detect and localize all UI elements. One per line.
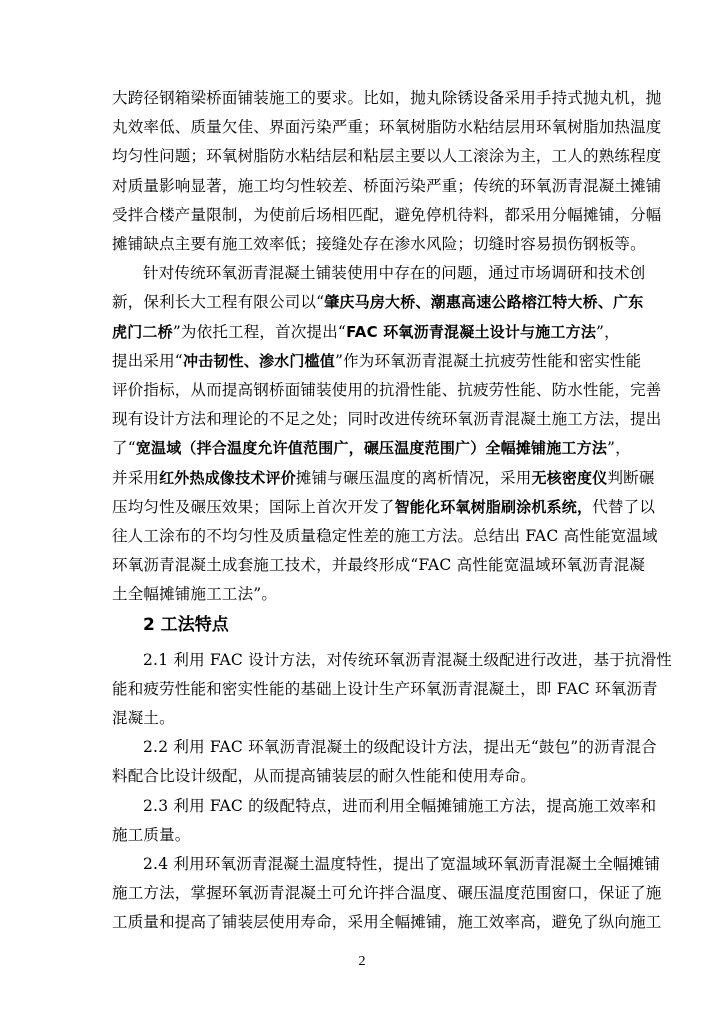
text-line: 2.2 利用 FAC 环氧沥青混凝土的级配设计方法，提出无“鼓包”的沥青混合	[143, 738, 657, 757]
text-line: 均匀性问题；环氧树脂防水粘结层和粘层主要以人工滚涂为主，工人的熟练程度	[112, 147, 662, 166]
text-span: 提出采用“	[112, 351, 183, 370]
bold-brushing-system: 智能化环氧树脂刷涂机系统，	[394, 497, 593, 516]
text-line	[112, 434, 631, 463]
text-line	[112, 288, 644, 317]
bold-project-names: 肇庆马房大桥、潮惠高速公路榕江特大桥、广东	[324, 293, 644, 312]
text-line: 2.1 利用 FAC 设计方法，对传统环氧沥青混凝土级配进行改进，基于抗滑性	[143, 650, 672, 669]
text-line: 大跨径钢箱梁桥面铺装施工的要求。比如，抛丸除锈设备采用手持式抛丸机，抛	[112, 89, 662, 107]
text-line: 针对传统环氧沥青混凝土铺装使用中存在的问题，通过市场调研和技术创	[143, 264, 646, 283]
text-line: 混凝土。	[112, 709, 175, 728]
item-2-2	[112, 733, 657, 791]
text-line	[112, 318, 620, 347]
text-span: 了“	[112, 439, 136, 458]
text-line: 丸效率低、质量欠佳、界面污染严重；环氧树脂防水粘结层用环氧树脂加热温度	[112, 118, 662, 137]
text-span: 代替了以	[592, 497, 656, 516]
text-line: 环氧沥青混凝土成套施工技术，并最终形成“FAC 高性能宽温域环氧沥青混凝	[112, 556, 646, 575]
page-number: 2	[358, 954, 366, 969]
text-line: 施工质量。	[112, 825, 191, 844]
text-span: ”，	[607, 439, 631, 458]
text-line: 现有设计方法和理论的不足之处；同时改进传统环氧沥青混凝土施工方法，提出	[112, 410, 662, 429]
text-line: 摊铺缺点主要有施工效率低；接缝处存在渗水风险；切缝时容易损伤钢板等。	[112, 235, 646, 254]
intro-paragraph	[112, 84, 662, 259]
text-line: 2.3 利用 FAC 的级配特点，进而利用全幅摊铺施工方法，提高施工效率和	[143, 796, 657, 815]
text-line: 工质量和提高了铺装层使用寿命，采用全幅摊铺，施工效率高，避免了纵向施工	[112, 913, 662, 932]
text-span: 并采用	[112, 468, 160, 487]
document-page	[112, 84, 672, 938]
text-line: 受拌合楼产量限制，为使前后场相匹配，避免停机待料，都采用分幅摊铺，分幅	[112, 205, 662, 224]
text-line	[112, 347, 642, 376]
bold-indicators: 冲击韧性、渗水门槛值	[182, 351, 335, 370]
bold-construction-method: 宽温域（拌合温度允许值范围广，碾压温度范围广）全幅摊铺施工方法	[135, 439, 608, 458]
text-line	[112, 464, 655, 493]
text-line: 施工方法，掌握环氧沥青混凝土可允许拌合温度、碾压温度范围窗口，保证了施	[112, 884, 662, 903]
item-2-3	[112, 792, 657, 850]
text-span: 判断碾	[607, 468, 655, 487]
bold-nuclear-free-gauge: 无核密度仪	[531, 468, 608, 487]
text-line	[112, 493, 656, 522]
text-span: ”为依托工程，首次提出“	[172, 322, 347, 341]
text-span: 压均匀性及碾压效果；国际上首次开发了	[112, 497, 395, 516]
text-line: 料配合比设计级配，从而提高铺装层的耐久性能和使用寿命。	[112, 767, 536, 786]
text-line: 2.4 利用环氧沥青混凝土温度特性，提出了宽温域环氧沥青混凝土全幅摊铺	[143, 855, 661, 874]
item-2-1	[112, 646, 672, 734]
text-line: 对质量影响显著，施工均匀性较差、桥面污染严重；传统的环氧沥青混凝土摊铺	[112, 176, 662, 195]
background-paragraph	[112, 259, 662, 609]
text-line: 评价指标，从而提高钢桥面铺装使用的抗滑性能、抗疲劳性能、防水性能，完善	[112, 381, 662, 400]
text-line: 土全幅摊铺施工工法”。	[112, 585, 278, 604]
text-line: 往人工涂布的不均匀性及质量稳定性差的施工方法。总结出 FAC 高性能宽温域	[112, 527, 658, 546]
text-span: ”作为环氧沥青混凝土抗疲劳性能和密实性能	[334, 351, 642, 370]
bold-project-names-cont: 虎门二桥	[112, 322, 173, 341]
item-2-4	[112, 850, 662, 938]
bold-method-name: FAC 环氧沥青混凝土设计与施工方法	[346, 322, 597, 341]
section-heading: 2 工法特点	[143, 614, 229, 635]
text-span: ”，	[596, 322, 620, 341]
text-span: 新，保利长大工程有限公司以“	[112, 293, 325, 312]
text-span: 摊铺与碾压温度的离析情况，采用	[295, 468, 532, 487]
text-line: 能和疲劳性能和密实性能的基础上设计生产环氧沥青混凝土，即 FAC 环氧沥青	[112, 679, 658, 698]
bold-infrared: 红外热成像技术评价	[159, 468, 296, 487]
